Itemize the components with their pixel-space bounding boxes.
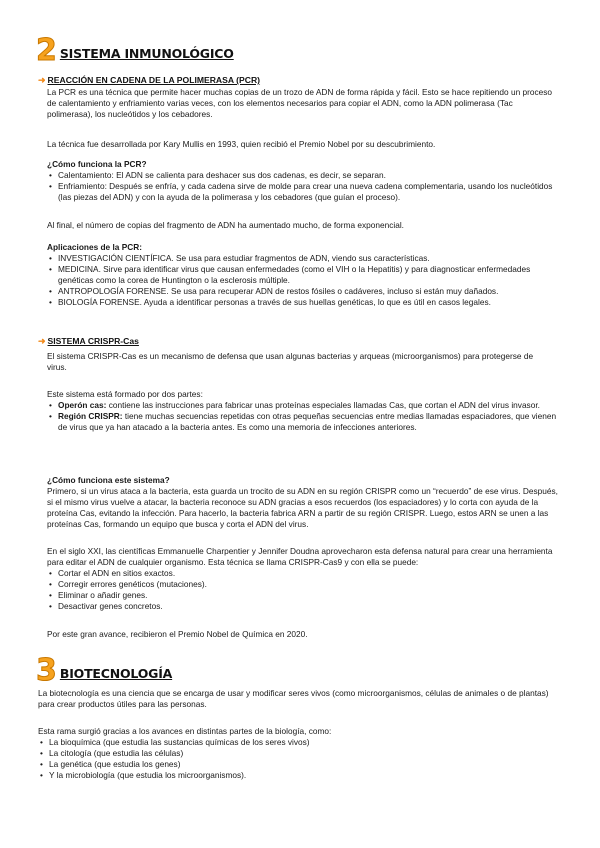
pcr-result: Al final, el número de copias del fragmento de ADN ha aumentado mucho, de forma exponencial. [47,220,404,230]
crispr-century: En el siglo XXI, las científicas Emmanuelle Charpentier y Jennifer Doudna aprovecharon esta defensa natural para crear una herramienta para editar el ADN de cualquier organismo. Esta técnica se llama CRISPR-Cas9 y con ella se puede: [47,546,553,567]
part-term: Operón cas: [58,399,107,410]
list-item: • INVESTIGACIÓN CIENTÍFICA. Se usa para estudiar fragmentos de ADN, viendo sus características. [47,253,559,264]
list-item: • La bioquímica (que estudia las sustancias químicas de los seres vivos) [38,737,563,748]
part-text: tiene muchas secuencias repetidas con otras pequeñas secuencias entre medias llamadas espaciadores, que vienen de virus que ya han atacado a la bacteria antes. Es como una memoria de infecciones anteriores. [58,410,557,432]
crispr-parts-block [47,389,557,433]
list-item: • Calentamiento: El ADN se calienta para deshacer sus dos cadenas, es decir, se separan. [47,170,559,181]
biotech-intro-block [38,688,563,710]
biotech-intro: La biotecnología es una ciencia que se encarga de usar y modificar seres vivos (como microorganismos, células de animales o de plantas) para crear productos útiles para las personas. [38,688,549,709]
crispr-nobel: Por este gran avance, recibieron el Premio Nobel de Química en 2020. [47,629,308,639]
list-item: • Corregir errores genéticos (mutaciones). [47,579,559,590]
crispr-subheader [38,336,139,348]
pcr-how-block [47,159,559,203]
list-item: • MEDICINA. Sirve para identificar virus que causan enfermedades (como el VIH o la Hepatitis) y para diagnosticar enfermedades genéticas como la corea de Huntington o la esclerosis múltiple. [47,264,559,286]
pcr-intro: La PCR es una técnica que permite hacer muchas copias de un trozo de ADN de forma rápida y fácil. Esto se hace repitiendo un proceso de calentamiento y enfriamiento varias veces, con los elementos necesarios para copiar el ADN, como la ADN polimerasa (Tac polimerasa), los nucleótidos y los cebadores. [47,87,553,119]
list-item [47,400,557,411]
pcr-history-block [47,139,557,150]
part-term: Región CRISPR: [58,410,123,421]
list-item: • La citología (que estudia las células) [38,748,563,759]
crispr-how-block [47,475,559,530]
list-item: • Desactivar genes concretos. [47,601,559,612]
list-item: • Y la microbiología (que estudia los microorganismos). [38,770,563,781]
crispr-title: SISTEMA CRISPR-Cas [47,336,139,347]
pcr-apps-list [47,253,559,308]
crispr-parts-list [47,400,557,433]
part-text: contiene las instrucciones para fabricar unas proteínas especiales llamadas Cas, que cortan el ADN del virus invasor. [106,399,540,410]
section-2-title: SISTEMA INMUNOLÓGICO [59,45,234,61]
biotech-branches-list [38,737,563,781]
section-3-number: 3 [36,653,57,688]
biotech-branches-intro: Esta rama surgió gracias a los avances en distintas partes de la biología, como: [38,726,332,736]
section-3-title: BIOTECNOLOGÍA [59,665,173,681]
section-3-header [36,653,173,688]
pcr-history: La técnica fue desarrollada por Kary Mullis en 1993, quien recibió el Premio Nobel por su descubrimiento. [47,139,436,149]
section-2-number: 2 [36,33,57,68]
crispr-intro-block [47,351,547,373]
list-item: • BIOLOGÍA FORENSE. Ayuda a identificar personas a través de sus huellas genéticas, lo que es útil en casos legales. [47,297,559,308]
list-item [47,411,557,433]
crispr-nobel-block [47,629,557,640]
pcr-title: REACCIÓN EN CADENA DE LA POLIMERASA (PCR) [47,75,261,86]
pcr-subheader [38,75,260,87]
list-item: • ANTROPOLOGÍA FORENSE. Se usa para recuperar ADN de restos fósiles o cadáveres, incluso si están muy dañados. [47,286,559,297]
section-2-header [36,33,234,68]
list-item: • Eliminar o añadir genes. [47,590,559,601]
pcr-how-list [47,170,559,203]
list-item: • Cortar el ADN en sitios exactos. [47,568,559,579]
crispr-how-text: Primero, si un virus ataca a la bacteria, esta guarda un trocito de su ADN en su región CRISPR como un “recuerdo” de ese virus. Después, si el mismo virus vuelve a atacar, la bacteria reconoce su ADN gracias a esos recuerdos (los espaciadores) y lo corta con ayuda de la proteína Cas, evitando la infección. Para hacerlo, la bacteria fabrica ARN a partir de su región CRISPR. Luego, estos ARN se unen a las proteínas Cas, formando un equipo que busca y corta el ADN del virus. [47,485,558,529]
crispr-parts-intro: Este sistema está formado por dos partes: [47,389,203,399]
crispr-century-block [47,546,559,612]
pcr-result-block [47,220,557,231]
pcr-apps-block [47,242,559,308]
biotech-branches-block [38,726,563,781]
list-item: • La genética (que estudia los genes) [38,759,563,770]
crispr-intro: El sistema CRISPR-Cas es un mecanismo de defensa que usan algunas bacterias y arqueas (microorganismos) para protegerse de virus. [47,351,534,372]
crispr-how-title: ¿Cómo funciona este sistema? [47,475,170,485]
arrow-right-icon: ➜ [38,336,46,346]
arrow-right-icon: ➜ [38,75,46,85]
pcr-how-title: ¿Cómo funciona la PCR? [47,159,147,169]
crispr-uses-list [47,568,559,612]
list-item: • Enfriamiento: Después se enfría, y cada cadena sirve de molde para crear una nueva cadena complementaria, usando los nucleótidos (las piezas del ADN) y con la ayuda de la polimerasa y los cebadores (que guían el proceso). [47,181,559,203]
pcr-apps-title: Aplicaciones de la PCR: [47,242,142,252]
pcr-body [47,87,557,120]
